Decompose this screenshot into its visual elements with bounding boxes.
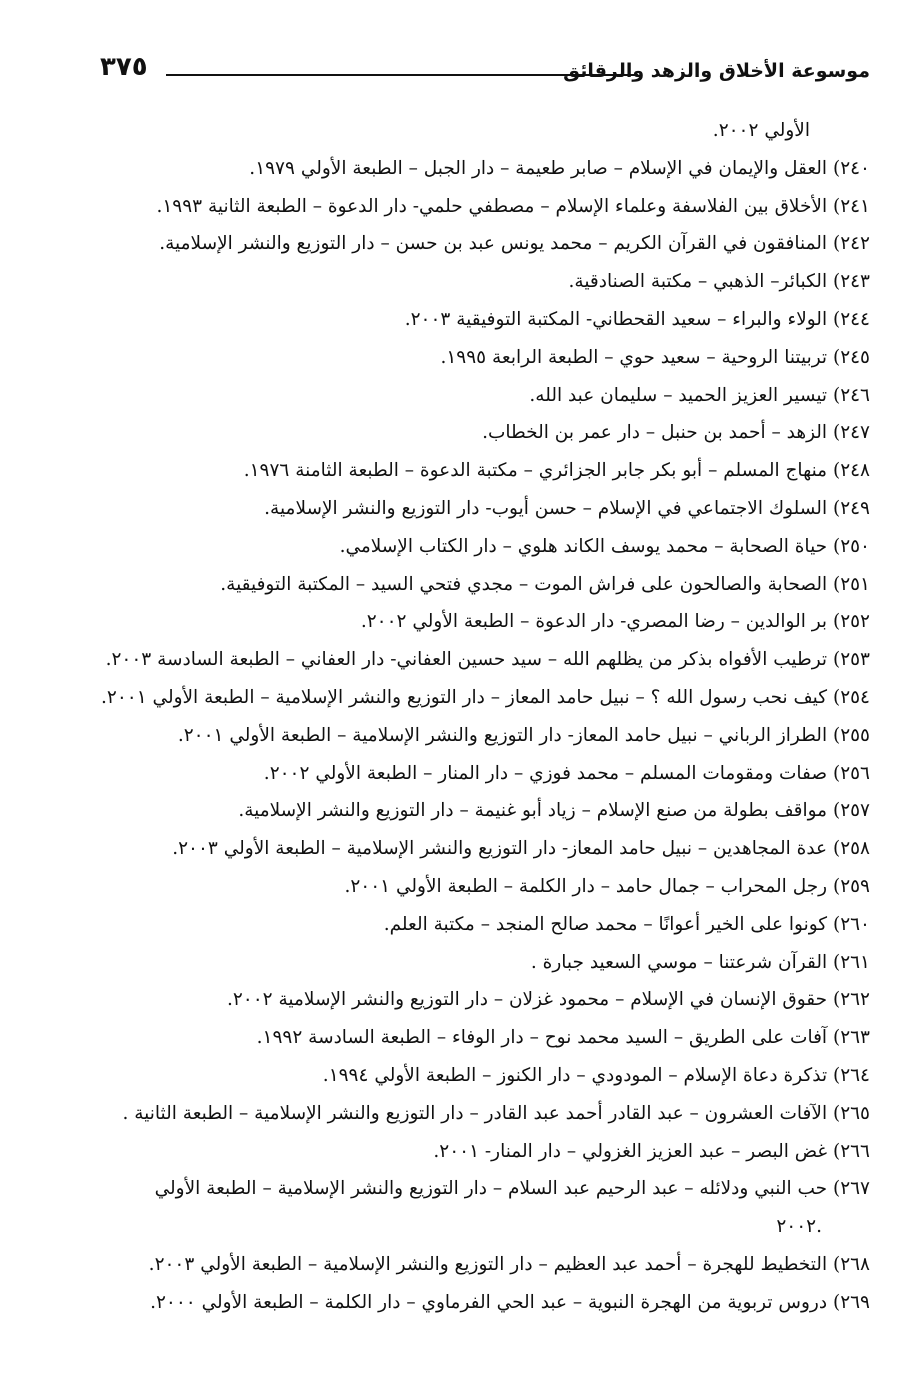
bibliography-entry-240: ٢٤٠) العقل والإيمان في الإسلام – صابر طعيمة – دار الجبل – الطبعة الأولي ١٩٧٩. <box>249 157 870 179</box>
bibliography-entry-241: ٢٤١) الأخلاق بين الفلاسفة وعلماء الإسلام – مصطفي حلمي- دار الدعوة – الطبعة الثانية ١٩٩٣. <box>156 195 870 217</box>
bibliography-entry-242: ٢٤٢) المنافقون في القرآن الكريم – محمد يونس عبد بن حسن – دار التوزيع والنشر الإسلامية. <box>159 233 870 255</box>
bibliography-entry-258: ٢٥٨) عدة المجاهدين – نبيل حامد المعاز- دار التوزيع والنشر الإسلامية – الطبعة الأولي ٢٠٠٣. <box>172 838 870 860</box>
bibliography-entry-265: ٢٦٥) الآفات العشرون – عبد القادر أحمد عبد القادر – دار التوزيع والنشر الإسلامية – الطبعة الثانية . <box>122 1102 870 1124</box>
bibliography-entry-255: ٢٥٥) الطراز الرباني – نبيل حامد المعاز- دار التوزيع والنشر الإسلامية – الطبعة الأولي ٢٠٠١. <box>177 724 870 746</box>
bibliography-entry-257: ٢٥٧) مواقف بطولة من صنع الإسلام – زياد أبو غنيمة – دار التوزيع والنشر الإسلامية. <box>238 800 870 822</box>
bibliography-entry-262: ٢٦٢) حقوق الإنسان في الإسلام – محمود غزلان – دار التوزيع والنشر الإسلامية ٢٠٠٢. <box>226 989 870 1011</box>
bibliography-entry-268: ٢٦٨) التخطيط للهجرة – أحمد عبد العظيم – دار التوزيع والنشر الإسلامية – الطبعة الأولي ٢٠٠٣. <box>148 1253 870 1275</box>
page-header <box>100 52 870 92</box>
page-number: ٣٧٥ <box>100 52 148 82</box>
entry-continuation: الأولي ٢٠٠٢. <box>712 120 810 141</box>
bibliography-entry-264: ٢٦٤) تذكرة دعاة الإسلام – المودودي – دار الكنوز – الطبعة الأولي ١٩٩٤. <box>322 1064 870 1086</box>
bibliography-entry-267: ٢٦٧) حب النبي ودلائله – عبد الرحيم عبد السلام – دار التوزيع والنشر الإسلامية – الطبعة الأولي <box>154 1178 870 1200</box>
running-title: موسوعة الأخلاق والزهد والرقائق <box>563 60 870 82</box>
bibliography-entry-250: ٢٥٠) حياة الصحابة – محمد يوسف الكاند هلوي – دار الكتاب الإسلامي. <box>339 535 870 557</box>
bibliography-entry-263: ٢٦٣) آفات على الطريق – السيد محمد نوح – دار الوفاء – الطبعة السادسة ١٩٩٢. <box>256 1027 870 1049</box>
bibliography-entry-246: ٢٤٦) تيسير العزيز الحميد – سليمان عبد الله. <box>529 384 870 406</box>
bibliography-entry-252: ٢٥٢) بر الوالدين – رضا المصري- دار الدعوة – الطبعة الأولي ٢٠٠٢. <box>360 611 870 633</box>
bibliography-entry-269: ٢٦٩) دروس تربوية من الهجرة النبوية – عبد الحي الفرماوي – دار الكلمة – الطبعة الأولي ٢٠٠٠. <box>150 1291 870 1313</box>
bibliography-entry-248: ٢٤٨) منهاج المسلم – أبو بكر جابر الجزائري – مكتبة الدعوة – الطبعة الثامنة ١٩٧٦. <box>243 460 870 482</box>
bibliography-entry-243: ٢٤٣) الكبائر– الذهبي – مكتبة الصنادقية. <box>568 271 870 293</box>
bibliography-entry-249: ٢٤٩) السلوك الاجتماعي في الإسلام – حسن أيوب- دار التوزيع والنشر الإسلامية. <box>264 497 870 519</box>
bibliography-entry-260: ٢٦٠) كونوا على الخير أعوانًا – محمد صالح المنجد – مكتبة العلم. <box>383 913 870 935</box>
bibliography-entry-254: ٢٥٤) كيف نحب رسول الله ؟ – نبيل حامد المعاز – دار التوزيع والنشر الإسلامية – الطبعة الأولي ٢٠٠١. <box>101 686 870 708</box>
bibliography-entry-251: ٢٥١) الصحابة والصالحون على فراش الموت – مجدي فتحي السيد – المكتبة التوفيقية. <box>220 573 870 595</box>
header-rule <box>166 74 638 76</box>
bibliography-entry-244: ٢٤٤) الولاء والبراء – سعيد القحطاني- المكتبة التوفيقية ٢٠٠٣. <box>404 308 870 330</box>
bibliography-entry-247: ٢٤٧) الزهد – أحمد بن حنبل – دار عمر بن الخطاب. <box>482 422 870 444</box>
bibliography-entry-267-continuation: ٢٠٠٢. <box>776 1216 822 1238</box>
bibliography-entry-266: ٢٦٦) غض البصر – عبد العزيز الغزولي – دار المنار- ٢٠٠١. <box>433 1140 870 1162</box>
bibliography-entry-256: ٢٥٦) صفات ومقومات المسلم – محمد فوزي – دار المنار – الطبعة الأولي ٢٠٠٢. <box>263 762 870 784</box>
bibliography-entry-261: ٢٦١) القرآن شرعتنا – موسي السعيد جبارة . <box>530 951 870 973</box>
bibliography-entry-253: ٢٥٣) ترطيب الأفواه بذكر من يظلهم الله – سيد حسين العفاني- دار العفاني – الطبعة السادسة ٢٠٠٣. <box>105 649 870 671</box>
bibliography-entry-259: ٢٥٩) رجل المحراب – جمال حامد – دار الكلمة – الطبعة الأولي ٢٠٠١. <box>344 875 870 897</box>
bibliography-list <box>80 112 870 1322</box>
bibliography-entry-245: ٢٤٥) تربيتنا الروحية – سعيد حوي – الطبعة الرابعة ١٩٩٥. <box>440 346 870 368</box>
